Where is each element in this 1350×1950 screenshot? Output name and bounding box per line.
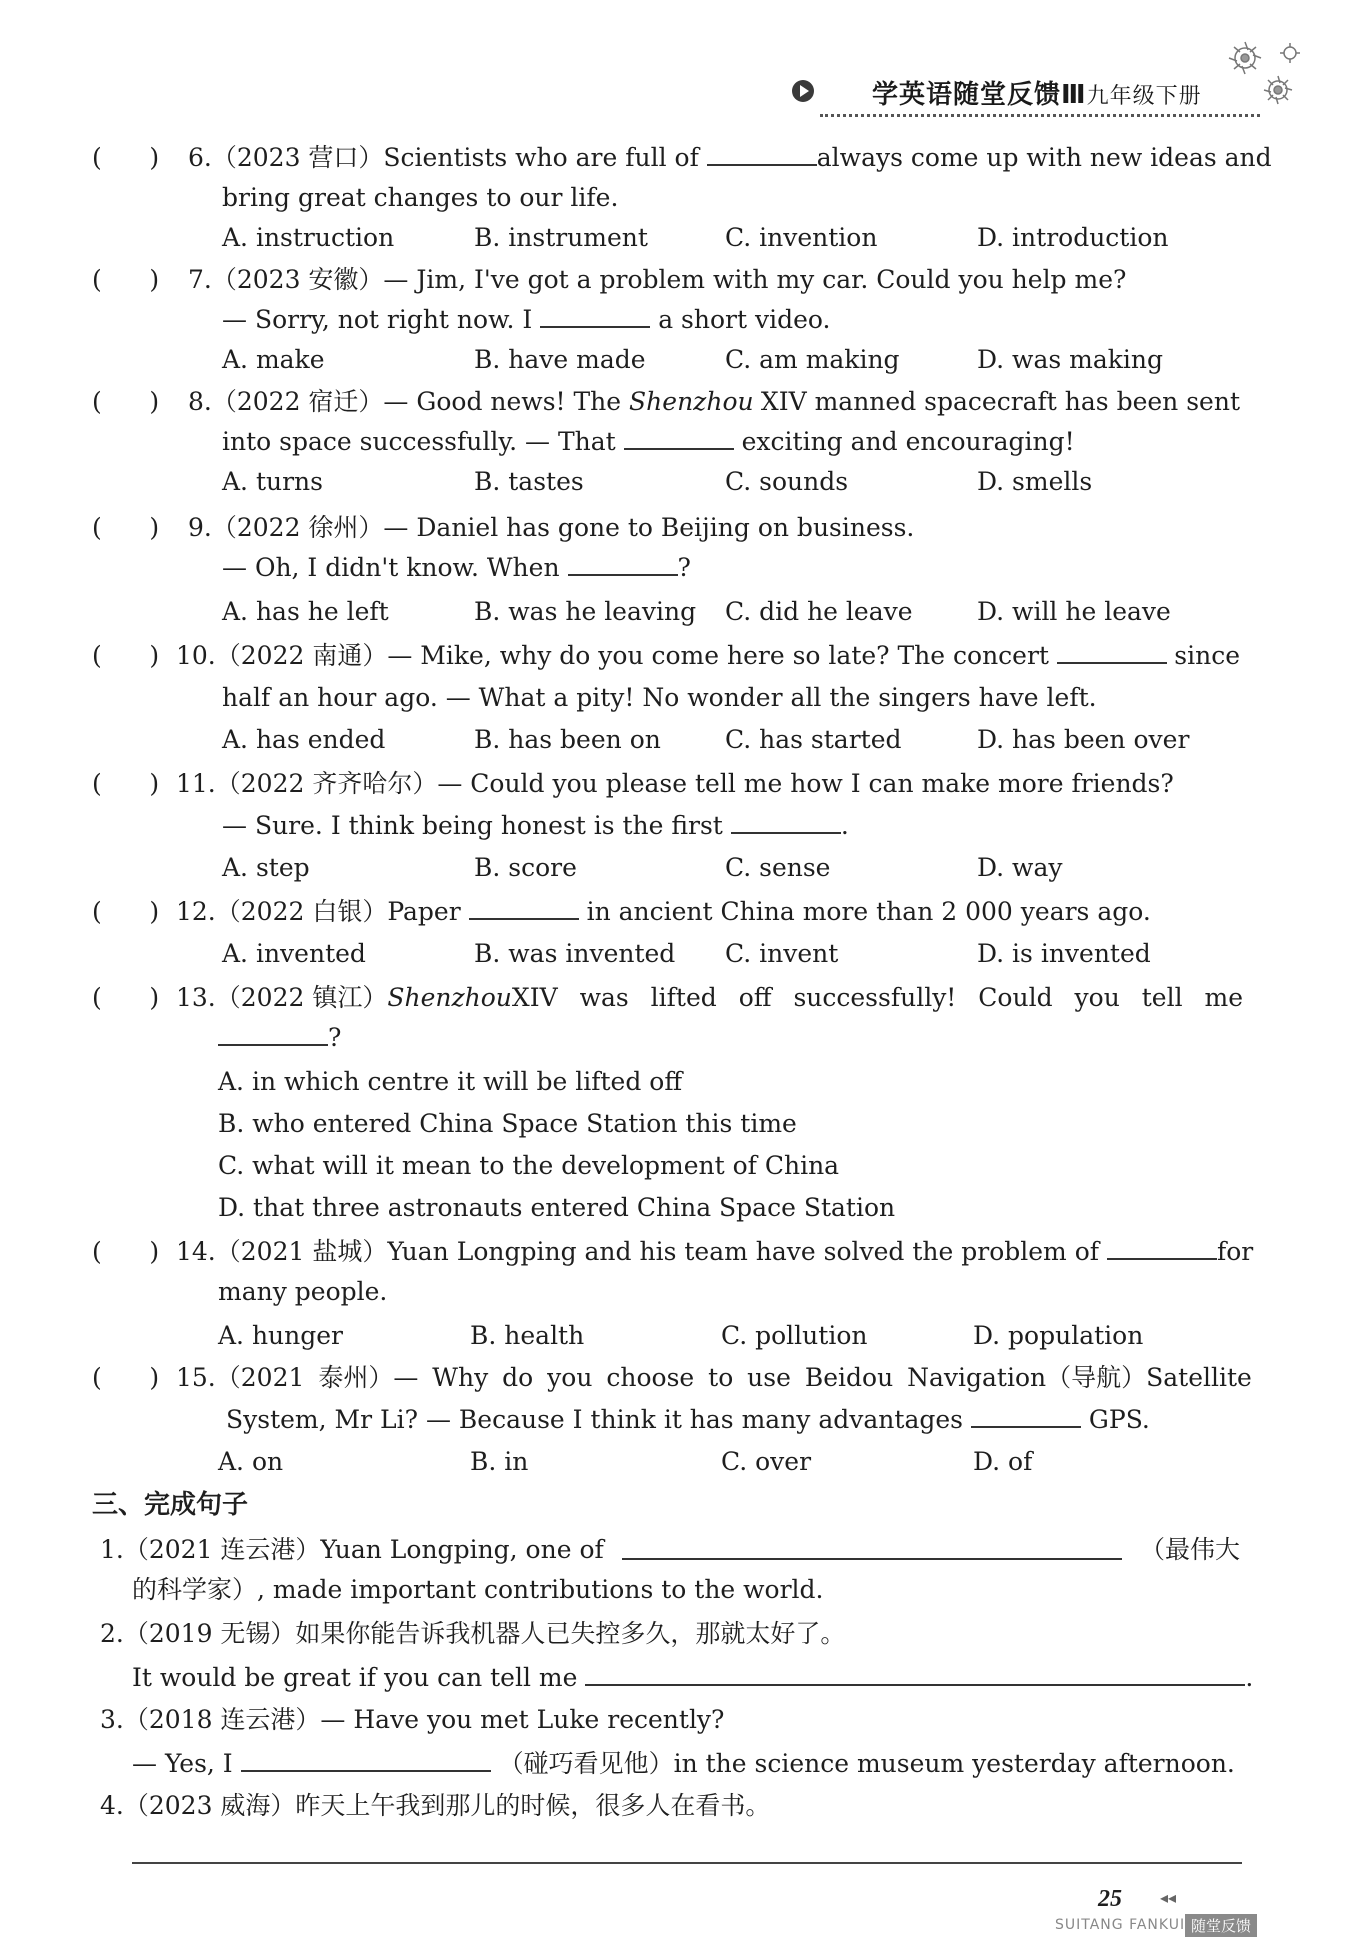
stem-text: — Sure. I think being honest is the first [222, 811, 723, 840]
stem-continuation [222, 300, 830, 340]
option-b[interactable]: B. health [470, 1321, 585, 1350]
option-b[interactable]: B. tastes [474, 467, 584, 496]
question-stem: 9.（2022 徐州）— Daniel has gone to Beijing on business. [188, 513, 915, 542]
option-a[interactable]: A. in which centre it will be lifted off [218, 1067, 683, 1096]
stem-text: 13.（2022 镇江） [176, 983, 388, 1012]
options [222, 462, 1222, 502]
play-icon [792, 80, 814, 102]
answer-line[interactable] [132, 1862, 1242, 1864]
book-subtitle: 九年级下册 [1086, 84, 1202, 109]
answer-blank[interactable] [241, 1742, 491, 1772]
option-a[interactable]: A. step [222, 853, 310, 882]
option-b[interactable]: B. was he leaving [474, 597, 697, 626]
option-c[interactable]: C. has started [725, 725, 902, 754]
sentence-1-line2: 的科学家）, made important contributions to the world. [132, 1575, 824, 1604]
answer-blank[interactable] [622, 1530, 1122, 1560]
stem-continuation [222, 548, 691, 588]
option-c[interactable]: C. am making [725, 345, 900, 374]
stem-text-end: for [1216, 1237, 1254, 1266]
stem-continuation [218, 1018, 341, 1058]
question-stem [176, 636, 1240, 676]
stem-text-end: . [840, 811, 849, 840]
answer-blank[interactable] [1057, 636, 1167, 664]
option-d[interactable]: D. smells [977, 467, 1093, 496]
stem-text: — Sorry, not right now. I [222, 305, 533, 334]
sentence-4-line1: 4.（2023 威海）昨天上午我到那儿的时候，很多人在看书。 [100, 1791, 771, 1820]
page-header [780, 68, 1280, 128]
stem-text-end: a short video. [658, 305, 831, 334]
footer-tag: 随堂反馈 [1185, 1914, 1257, 1937]
sentence-hint: （最伟大 [1139, 1535, 1240, 1564]
footer-brand: SUITANG FANKUI [1055, 1917, 1186, 1933]
option-c[interactable]: C. pollution [721, 1321, 868, 1350]
options [222, 934, 1222, 974]
answer-blank[interactable] [568, 548, 678, 576]
answer-bracket[interactable]: ( ) [92, 513, 160, 542]
sentence-hint: （碰巧看见他）in the science museum yesterday afternoon. [498, 1749, 1235, 1778]
question-stem [176, 1232, 1254, 1272]
option-c[interactable]: C. what will it mean to the development of China [218, 1151, 840, 1180]
stem-text: 12.（2022 白银）Paper [176, 897, 461, 926]
stem-text-end: XIV was lifted off successfully! Could you tell me [511, 983, 1244, 1012]
option-d[interactable]: D. that three astronauts entered China Space Station [218, 1193, 896, 1222]
sentence-text: It would be great if you can tell me [132, 1663, 578, 1692]
sentence-text-end: . [1245, 1663, 1254, 1692]
answer-bracket[interactable]: ( ) [92, 143, 160, 172]
option-b[interactable]: B. have made [474, 345, 646, 374]
answer-bracket[interactable]: ( ) [92, 265, 160, 294]
spacecraft-name: Shenzhou [387, 983, 512, 1012]
section-title: 三、完成句子 [92, 1490, 249, 1520]
question-stem [176, 978, 1244, 1018]
answer-blank[interactable] [624, 422, 734, 450]
option-d[interactable]: D. has been over [977, 725, 1190, 754]
question-stem [176, 892, 1151, 932]
option-a[interactable]: A. hunger [218, 1321, 343, 1350]
option-d[interactable]: D. was making [977, 345, 1163, 374]
stem-text-end: in ancient China more than 2 000 years ago. [586, 897, 1151, 926]
stem-text-end: ? [677, 553, 691, 582]
sentence-2-line2 [132, 1656, 1253, 1698]
sentence-text: — Yes, I [132, 1749, 233, 1778]
option-a[interactable]: A. has he left [222, 597, 389, 626]
option-a[interactable]: A. instruction [222, 223, 395, 252]
option-a[interactable]: A. turns [222, 467, 323, 496]
header-divider [820, 114, 1260, 117]
stem-text-end: always come up with new ideas and [816, 143, 1272, 172]
spacecraft-name: Shenzhou [629, 387, 754, 416]
question-stem: 7.（2023 安徽）— Jim, I've got a problem with my car. Could you help me? [188, 265, 1127, 294]
stem-continuation [226, 1400, 1150, 1440]
answer-blank[interactable] [1107, 1232, 1217, 1260]
stem-text-end: ? [328, 1023, 342, 1052]
sentence-2-line1: 2.（2019 无锡）如果你能告诉我机器人已失控多久，那就太好了。 [100, 1619, 846, 1648]
option-d[interactable]: D. population [973, 1321, 1144, 1350]
answer-blank[interactable] [971, 1400, 1081, 1428]
option-c[interactable]: C. sounds [725, 467, 849, 496]
stem-text: 14.（2021 盐城）Yuan Longping and his team have solved the problem of [176, 1237, 1100, 1266]
sentence-text: 1.（2021 连云港）Yuan Longping, one of [100, 1535, 604, 1564]
book-title-main: 学英语随堂反馈Ⅲ [872, 80, 1087, 110]
answer-blank[interactable] [731, 806, 841, 834]
question-stem: 15.（2021 泰州）— Why do you choose to use Beidou Navigation（导航）Satellite [176, 1363, 1252, 1392]
flower-decoration-icon [1210, 28, 1310, 128]
stem-text-end: since [1174, 641, 1240, 670]
options [222, 592, 1222, 632]
option-c[interactable]: C. over [721, 1447, 812, 1476]
stem-continuation: half an hour ago. — What a pity! No wonder all the singers have left. [222, 683, 1097, 712]
answer-blank[interactable] [469, 892, 579, 920]
option-b[interactable]: B. was invented [474, 939, 676, 968]
option-d[interactable]: D. of [973, 1447, 1033, 1476]
option-d[interactable]: D. will he leave [977, 597, 1171, 626]
stem-text: into space successfully. — That [222, 427, 616, 456]
options [222, 848, 1222, 888]
option-a[interactable]: A. on [218, 1447, 284, 1476]
stem-continuation: bring great changes to our life. [222, 183, 619, 212]
answer-blank[interactable] [540, 300, 650, 328]
stem-text: — Oh, I didn't know. When [222, 553, 560, 582]
stem-continuation: many people. [218, 1277, 388, 1306]
option-c[interactable]: C. invention [725, 223, 878, 252]
question-stem: 11.（2022 齐齐哈尔）— Could you please tell me how I can make more friends? [176, 769, 1174, 798]
page-number: 25 [1098, 1886, 1122, 1912]
answer-bracket[interactable]: ( ) [92, 983, 160, 1012]
book-title [872, 74, 1202, 111]
stem-text-end: XIV manned spacecraft has been sent [760, 387, 1240, 416]
question-stem [188, 382, 1240, 422]
option-b[interactable]: B. score [474, 853, 577, 882]
stem-continuation [222, 422, 1075, 462]
stem-text: 8.（2022 宿迁）— Good news! The [188, 387, 622, 416]
answer-bracket[interactable]: ( ) [92, 1363, 160, 1392]
option-d[interactable]: D. introduction [977, 223, 1169, 252]
option-a[interactable]: A. invented [222, 939, 366, 968]
answer-bracket[interactable]: ( ) [92, 769, 160, 798]
answer-bracket[interactable]: ( ) [92, 641, 160, 670]
page-arrows-icon: ◂◂ [1160, 1888, 1177, 1907]
answer-bracket[interactable]: ( ) [92, 897, 160, 926]
sentence-3-line2 [132, 1742, 1235, 1784]
answer-blank[interactable] [585, 1656, 1245, 1686]
option-a[interactable]: A. make [222, 345, 325, 374]
answer-blank[interactable] [707, 138, 817, 166]
option-c[interactable]: C. did he leave [725, 597, 913, 626]
answer-blank[interactable] [218, 1018, 328, 1046]
option-d[interactable]: D. way [977, 853, 1063, 882]
options [218, 1316, 1218, 1356]
stem-text: 6.（2023 营口）Scientists who are full of [188, 143, 699, 172]
question-stem [188, 138, 1272, 178]
stem-text: System, Mr Li? — Because I think it has many advantages [226, 1405, 963, 1434]
options [222, 218, 1222, 258]
stem-continuation [222, 806, 849, 846]
stem-text: 10.（2022 南通）— Mike, why do you come here so late? The concert [176, 641, 1049, 670]
sentence-3-line1: 3.（2018 连云港）— Have you met Luke recently? [100, 1705, 725, 1734]
option-c[interactable]: C. invent [725, 939, 839, 968]
option-b[interactable]: B. instrument [474, 223, 648, 252]
options [222, 720, 1222, 760]
option-c[interactable]: C. sense [725, 853, 831, 882]
sentence-1-line1 [100, 1530, 1240, 1570]
option-b[interactable]: B. has been on [474, 725, 661, 754]
stem-text-end: GPS. [1088, 1405, 1150, 1434]
option-b[interactable]: B. who entered China Space Station this time [218, 1109, 797, 1138]
answer-bracket[interactable]: ( ) [92, 1237, 160, 1266]
stem-text-end: exciting and encouraging! [741, 427, 1075, 456]
option-b[interactable]: B. in [470, 1447, 529, 1476]
answer-bracket[interactable]: ( ) [92, 387, 160, 416]
options [218, 1442, 1218, 1482]
option-a[interactable]: A. has ended [222, 725, 386, 754]
options [222, 340, 1222, 380]
option-d[interactable]: D. is invented [977, 939, 1151, 968]
